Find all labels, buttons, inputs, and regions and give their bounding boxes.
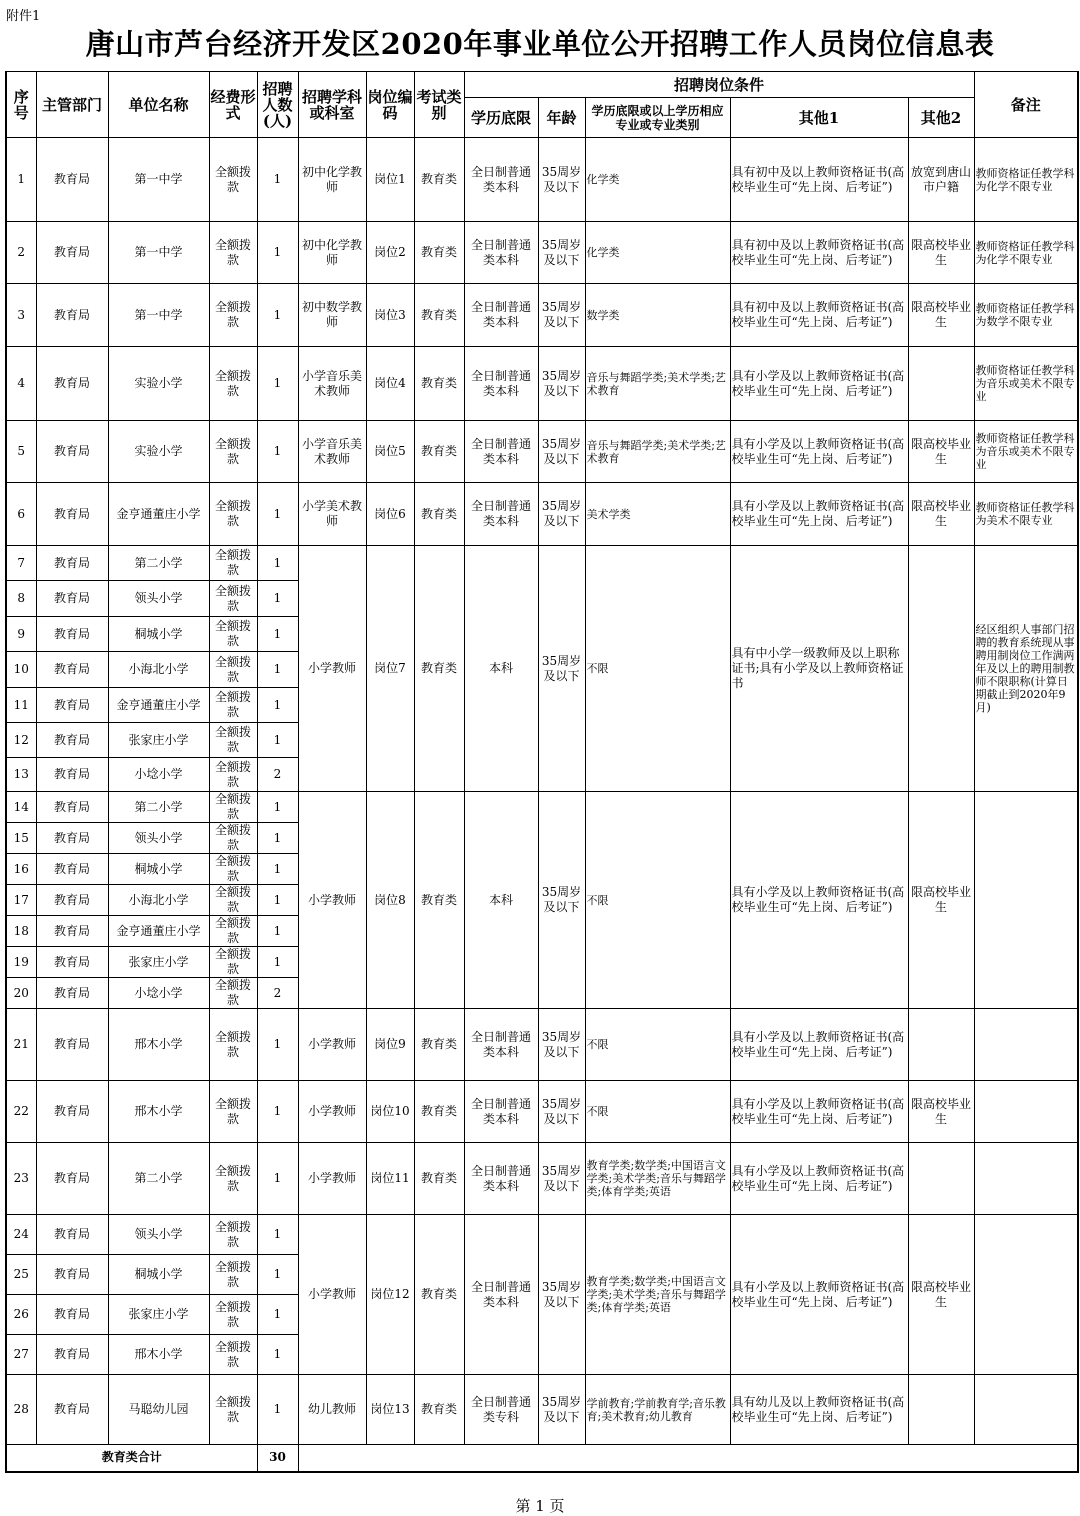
- row-fee: 全额拨款: [209, 1255, 257, 1295]
- row-count: 1: [257, 1335, 298, 1375]
- post-exam-type: 教育类: [414, 546, 464, 792]
- post-age: 35周岁及以下: [538, 1375, 585, 1445]
- post-remark: [974, 1215, 1078, 1375]
- row-dept: 教育局: [36, 1081, 108, 1143]
- post-age: 35周岁及以下: [538, 792, 585, 1009]
- row-count: 1: [257, 947, 298, 978]
- row-dept: 教育局: [36, 885, 108, 916]
- header-major: 学历底限或以上学历相应专业或专业类别: [585, 98, 730, 138]
- post-exam-type: 教育类: [414, 1215, 464, 1375]
- row-seq: 8: [6, 581, 36, 617]
- post-major: 不限: [585, 546, 730, 792]
- header-subject: 招聘学科或科室: [298, 72, 366, 138]
- row-unit: 桐城小学: [108, 854, 209, 885]
- row-unit: 张家庄小学: [108, 947, 209, 978]
- row-fee: 全额拨款: [209, 1081, 257, 1143]
- post-education: 全日制普通类本科: [464, 1009, 538, 1081]
- post-exam-type: 教育类: [414, 138, 464, 222]
- post-other1: 具有小学及以上教师资格证书(高校毕业生可“先上岗、后考证”): [730, 421, 908, 483]
- post-age: 35周岁及以下: [538, 1143, 585, 1215]
- row-fee: 全额拨款: [209, 222, 257, 284]
- post-subject: 小学教师: [298, 1143, 366, 1215]
- row-seq: 27: [6, 1335, 36, 1375]
- row-dept: 教育局: [36, 1335, 108, 1375]
- post-exam-type: 教育类: [414, 1081, 464, 1143]
- row-fee: 全额拨款: [209, 1009, 257, 1081]
- post-other1: 具有小学及以上教师资格证书(高校毕业生可“先上岗、后考证”): [730, 792, 908, 1009]
- row-fee: 全额拨款: [209, 347, 257, 421]
- post-remark: 教师资格证任教学科为美术不限专业: [974, 483, 1078, 546]
- post-other2: 限高校毕业生: [908, 284, 974, 347]
- header-post-code: 岗位编码: [366, 72, 414, 138]
- post-major: 音乐与舞蹈学类;美术学类;艺术教育: [585, 421, 730, 483]
- row-dept: 教育局: [36, 916, 108, 947]
- row-unit: 领头小学: [108, 823, 209, 854]
- row-seq: 13: [6, 758, 36, 792]
- row-seq: 23: [6, 1143, 36, 1215]
- row-seq: 11: [6, 688, 36, 723]
- post-education: 全日制普通类本科: [464, 1081, 538, 1143]
- post-remark: 教师资格证任教学科为化学不限专业: [974, 138, 1078, 222]
- post-age: 35周岁及以下: [538, 138, 585, 222]
- row-unit: 邢木小学: [108, 1009, 209, 1081]
- post-other2: 限高校毕业生: [908, 421, 974, 483]
- post-exam-type: 教育类: [414, 222, 464, 284]
- post-other2: [908, 1375, 974, 1445]
- post-major: 不限: [585, 1081, 730, 1143]
- row-count: 1: [257, 222, 298, 284]
- row-fee: 全额拨款: [209, 916, 257, 947]
- post-code: 岗位11: [366, 1143, 414, 1215]
- row-unit: 小海北小学: [108, 885, 209, 916]
- row-unit: 第二小学: [108, 1143, 209, 1215]
- row-unit: 第一中学: [108, 284, 209, 347]
- row-unit: 桐城小学: [108, 617, 209, 652]
- post-age: 35周岁及以下: [538, 222, 585, 284]
- post-education: 本科: [464, 792, 538, 1009]
- position-table: [5, 71, 1079, 1473]
- post-other2: 限高校毕业生: [908, 1215, 974, 1375]
- row-fee: 全额拨款: [209, 483, 257, 546]
- post-other1: 具有小学及以上教师资格证书(高校毕业生可“先上岗、后考证”): [730, 347, 908, 421]
- row-count: 1: [257, 1081, 298, 1143]
- post-code: 岗位6: [366, 483, 414, 546]
- post-major: 教育学类;数学类;中国语言文学类;美术学类;音乐与舞蹈学类;体育学类;英语: [585, 1215, 730, 1375]
- post-other2: [908, 1143, 974, 1215]
- row-fee: 全额拨款: [209, 885, 257, 916]
- post-remark: [974, 1081, 1078, 1143]
- row-dept: 教育局: [36, 792, 108, 823]
- post-other2: 放宽到唐山市户籍: [908, 138, 974, 222]
- row-seq: 19: [6, 947, 36, 978]
- table-row: [6, 222, 1078, 284]
- row-dept: 教育局: [36, 758, 108, 792]
- post-other1: 具有小学及以上教师资格证书(高校毕业生可“先上岗、后考证”): [730, 1143, 908, 1215]
- row-fee: 全额拨款: [209, 421, 257, 483]
- post-major: 音乐与舞蹈学类;美术学类;艺术教育: [585, 347, 730, 421]
- post-remark: [974, 792, 1078, 1009]
- row-dept: 教育局: [36, 652, 108, 688]
- row-dept: 教育局: [36, 347, 108, 421]
- post-code: 岗位13: [366, 1375, 414, 1445]
- row-count: 1: [257, 792, 298, 823]
- row-seq: 3: [6, 284, 36, 347]
- row-unit: 桐城小学: [108, 1255, 209, 1295]
- row-dept: 教育局: [36, 546, 108, 581]
- row-seq: 14: [6, 792, 36, 823]
- post-exam-type: 教育类: [414, 792, 464, 1009]
- table-row: [6, 1375, 1078, 1445]
- row-dept: 教育局: [36, 1143, 108, 1215]
- row-fee: 全额拨款: [209, 581, 257, 617]
- row-count: 1: [257, 347, 298, 421]
- post-other1: 具有小学及以上教师资格证书(高校毕业生可“先上岗、后考证”): [730, 483, 908, 546]
- row-unit: 小埝小学: [108, 978, 209, 1009]
- row-unit: 第二小学: [108, 546, 209, 581]
- post-remark: 教师资格证任教学科为音乐或美术不限专业: [974, 347, 1078, 421]
- post-other1: 具有初中及以上教师资格证书(高校毕业生可“先上岗、后考证”): [730, 138, 908, 222]
- post-other1: 具有小学及以上教师资格证书(高校毕业生可“先上岗、后考证”): [730, 1009, 908, 1081]
- row-fee: 全额拨款: [209, 723, 257, 758]
- row-unit: 马聪幼儿园: [108, 1375, 209, 1445]
- row-count: 1: [257, 1215, 298, 1255]
- row-unit: 张家庄小学: [108, 723, 209, 758]
- row-unit: 邢木小学: [108, 1081, 209, 1143]
- total-label: 教育类合计: [6, 1445, 257, 1472]
- total-count: 30: [257, 1445, 298, 1472]
- row-seq: 28: [6, 1375, 36, 1445]
- row-count: 1: [257, 546, 298, 581]
- row-count: 1: [257, 885, 298, 916]
- row-seq: 20: [6, 978, 36, 1009]
- post-other2: 限高校毕业生: [908, 483, 974, 546]
- post-education: 全日制普通类本科: [464, 138, 538, 222]
- post-subject: 幼儿教师: [298, 1375, 366, 1445]
- total-empty: [298, 1445, 1078, 1472]
- post-education: 本科: [464, 546, 538, 792]
- row-dept: 教育局: [36, 222, 108, 284]
- row-count: 1: [257, 1009, 298, 1081]
- row-seq: 2: [6, 222, 36, 284]
- row-dept: 教育局: [36, 854, 108, 885]
- table-row: [6, 347, 1078, 421]
- row-seq: 17: [6, 885, 36, 916]
- row-unit: 张家庄小学: [108, 1295, 209, 1335]
- table-row: [6, 284, 1078, 347]
- post-subject: 小学教师: [298, 1009, 366, 1081]
- post-subject: 小学美术教师: [298, 483, 366, 546]
- header-remark: 备注: [974, 72, 1078, 138]
- row-count: 1: [257, 723, 298, 758]
- row-dept: 教育局: [36, 823, 108, 854]
- table-row: [6, 1009, 1078, 1081]
- header-seq: 序号: [6, 72, 36, 138]
- post-code: 岗位7: [366, 546, 414, 792]
- post-major: 美术学类: [585, 483, 730, 546]
- row-seq: 24: [6, 1215, 36, 1255]
- post-major: 学前教育;学前教育学;音乐教育;美术教育;幼儿教育: [585, 1375, 730, 1445]
- row-seq: 7: [6, 546, 36, 581]
- row-fee: 全额拨款: [209, 1335, 257, 1375]
- row-fee: 全额拨款: [209, 546, 257, 581]
- post-subject: 小学教师: [298, 792, 366, 1009]
- post-major: 化学类: [585, 138, 730, 222]
- row-fee: 全额拨款: [209, 652, 257, 688]
- post-education: 全日制普通类本科: [464, 483, 538, 546]
- row-seq: 22: [6, 1081, 36, 1143]
- post-major: 教育学类;数学类;中国语言文学类;美术学类;音乐与舞蹈学类;体育学类;英语: [585, 1143, 730, 1215]
- post-code: 岗位2: [366, 222, 414, 284]
- row-count: 1: [257, 581, 298, 617]
- post-exam-type: 教育类: [414, 347, 464, 421]
- row-seq: 9: [6, 617, 36, 652]
- post-other2: 限高校毕业生: [908, 1081, 974, 1143]
- post-age: 35周岁及以下: [538, 421, 585, 483]
- row-seq: 5: [6, 421, 36, 483]
- table-row: [6, 546, 1078, 581]
- post-other2: 限高校毕业生: [908, 222, 974, 284]
- row-seq: 16: [6, 854, 36, 885]
- post-major: 化学类: [585, 222, 730, 284]
- row-dept: 教育局: [36, 284, 108, 347]
- post-other2: [908, 1009, 974, 1081]
- post-other1: 具有初中及以上教师资格证书(高校毕业生可“先上岗、后考证”): [730, 284, 908, 347]
- post-remark: [974, 1009, 1078, 1081]
- row-unit: 第二小学: [108, 792, 209, 823]
- post-code: 岗位8: [366, 792, 414, 1009]
- row-count: 2: [257, 758, 298, 792]
- post-major: 不限: [585, 1009, 730, 1081]
- post-code: 岗位5: [366, 421, 414, 483]
- post-subject: 初中化学教师: [298, 222, 366, 284]
- post-other1: 具有小学及以上教师资格证书(高校毕业生可“先上岗、后考证”): [730, 1081, 908, 1143]
- post-subject: 小学教师: [298, 546, 366, 792]
- row-dept: 教育局: [36, 978, 108, 1009]
- row-seq: 1: [6, 138, 36, 222]
- row-fee: 全额拨款: [209, 823, 257, 854]
- row-count: 1: [257, 138, 298, 222]
- row-count: 1: [257, 823, 298, 854]
- row-unit: 金亨通董庄小学: [108, 483, 209, 546]
- post-age: 35周岁及以下: [538, 483, 585, 546]
- row-count: 1: [257, 1375, 298, 1445]
- post-exam-type: 教育类: [414, 1375, 464, 1445]
- row-unit: 邢木小学: [108, 1335, 209, 1375]
- row-unit: 金亨通董庄小学: [108, 916, 209, 947]
- row-seq: 21: [6, 1009, 36, 1081]
- row-dept: 教育局: [36, 947, 108, 978]
- post-other1: 具有幼儿及以上教师资格证书(高校毕业生可“先上岗、后考证”): [730, 1375, 908, 1445]
- row-count: 1: [257, 854, 298, 885]
- row-fee: 全额拨款: [209, 758, 257, 792]
- row-unit: 第一中学: [108, 138, 209, 222]
- row-count: 1: [257, 1295, 298, 1335]
- row-count: 1: [257, 688, 298, 723]
- post-subject: 初中数学教师: [298, 284, 366, 347]
- post-age: 35周岁及以下: [538, 1009, 585, 1081]
- table-row: [6, 1143, 1078, 1215]
- post-subject: 初中化学教师: [298, 138, 366, 222]
- table-row: [6, 1081, 1078, 1143]
- table-row: [6, 138, 1078, 222]
- row-seq: 26: [6, 1295, 36, 1335]
- row-count: 1: [257, 421, 298, 483]
- row-unit: 领头小学: [108, 1215, 209, 1255]
- row-count: 1: [257, 617, 298, 652]
- post-exam-type: 教育类: [414, 483, 464, 546]
- row-dept: 教育局: [36, 1215, 108, 1255]
- post-other1: 具有中小学一级教师及以上职称证书;具有小学及以上教师资格证书: [730, 546, 908, 792]
- row-count: 1: [257, 1255, 298, 1295]
- post-code: 岗位3: [366, 284, 414, 347]
- post-major: 数学类: [585, 284, 730, 347]
- row-fee: 全额拨款: [209, 1215, 257, 1255]
- post-exam-type: 教育类: [414, 421, 464, 483]
- row-dept: 教育局: [36, 723, 108, 758]
- row-seq: 12: [6, 723, 36, 758]
- post-education: 全日制普通类本科: [464, 1143, 538, 1215]
- post-other2: 限高校毕业生: [908, 792, 974, 1009]
- post-age: 35周岁及以下: [538, 284, 585, 347]
- post-other1: 具有小学及以上教师资格证书(高校毕业生可“先上岗、后考证”): [730, 1215, 908, 1375]
- row-fee: 全额拨款: [209, 284, 257, 347]
- row-seq: 6: [6, 483, 36, 546]
- post-remark: 教师资格证任教学科为数学不限专业: [974, 284, 1078, 347]
- row-fee: 全额拨款: [209, 854, 257, 885]
- row-seq: 18: [6, 916, 36, 947]
- post-remark: [974, 1143, 1078, 1215]
- post-code: 岗位4: [366, 347, 414, 421]
- row-count: 1: [257, 1143, 298, 1215]
- header-exam-type: 考试类别: [414, 72, 464, 138]
- total-row: [6, 1445, 1078, 1472]
- row-dept: 教育局: [36, 421, 108, 483]
- post-subject: 小学教师: [298, 1215, 366, 1375]
- post-other2: [908, 347, 974, 421]
- row-dept: 教育局: [36, 688, 108, 723]
- row-dept: 教育局: [36, 1375, 108, 1445]
- post-remark: 教师资格证任教学科为音乐或美术不限专业: [974, 421, 1078, 483]
- row-count: 1: [257, 916, 298, 947]
- post-other2: [908, 546, 974, 792]
- row-fee: 全额拨款: [209, 688, 257, 723]
- header-count: 招聘人数(人): [257, 72, 298, 138]
- header-conditions: 招聘岗位条件: [464, 72, 974, 98]
- row-dept: 教育局: [36, 138, 108, 222]
- row-dept: 教育局: [36, 581, 108, 617]
- post-education: 全日制普通类本科: [464, 1215, 538, 1375]
- post-education: 全日制普通类本科: [464, 347, 538, 421]
- page-title: 唐山市芦台经济开发区2020年事业单位公开招聘工作人员岗位信息表: [85, 27, 995, 61]
- row-dept: 教育局: [36, 617, 108, 652]
- post-age: 35周岁及以下: [538, 347, 585, 421]
- row-fee: 全额拨款: [209, 138, 257, 222]
- header-education: 学历底限: [464, 98, 538, 138]
- post-education: 全日制普通类本科: [464, 222, 538, 284]
- row-unit: 金亨通董庄小学: [108, 688, 209, 723]
- row-unit: 实验小学: [108, 347, 209, 421]
- post-exam-type: 教育类: [414, 284, 464, 347]
- post-education: 全日制普通类专科: [464, 1375, 538, 1445]
- row-dept: 教育局: [36, 483, 108, 546]
- row-seq: 25: [6, 1255, 36, 1295]
- row-seq: 4: [6, 347, 36, 421]
- row-fee: 全额拨款: [209, 978, 257, 1009]
- post-subject: 小学教师: [298, 1081, 366, 1143]
- table-row: [6, 483, 1078, 546]
- row-dept: 教育局: [36, 1295, 108, 1335]
- row-count: 1: [257, 284, 298, 347]
- post-remark: 教师资格证任教学科为化学不限专业: [974, 222, 1078, 284]
- row-unit: 小海北小学: [108, 652, 209, 688]
- header-other1: 其他1: [730, 98, 908, 138]
- row-unit: 领头小学: [108, 581, 209, 617]
- header-dept: 主管部门: [36, 72, 108, 138]
- row-fee: 全额拨款: [209, 1295, 257, 1335]
- post-education: 全日制普通类本科: [464, 284, 538, 347]
- row-fee: 全额拨款: [209, 1143, 257, 1215]
- row-dept: 教育局: [36, 1009, 108, 1081]
- table-row: [6, 792, 1078, 823]
- post-major: 不限: [585, 792, 730, 1009]
- page-number: 第 1 页: [515, 1497, 565, 1515]
- row-fee: 全额拨款: [209, 792, 257, 823]
- post-remark: 经区组织人事部门招聘的教育系统现从事聘用制岗位工作满两年及以上的聘用制教师不限职称(计算日期截止到2020年9月): [974, 546, 1078, 792]
- row-seq: 15: [6, 823, 36, 854]
- row-count: 2: [257, 978, 298, 1009]
- post-code: 岗位9: [366, 1009, 414, 1081]
- row-unit: 第一中学: [108, 222, 209, 284]
- post-exam-type: 教育类: [414, 1009, 464, 1081]
- header-age: 年龄: [538, 98, 585, 138]
- post-education: 全日制普通类本科: [464, 421, 538, 483]
- header-unit: 单位名称: [108, 72, 209, 138]
- post-exam-type: 教育类: [414, 1143, 464, 1215]
- post-subject: 小学音乐美术教师: [298, 421, 366, 483]
- row-fee: 全额拨款: [209, 617, 257, 652]
- post-age: 35周岁及以下: [538, 1081, 585, 1143]
- post-age: 35周岁及以下: [538, 1215, 585, 1375]
- post-other1: 具有初中及以上教师资格证书(高校毕业生可“先上岗、后考证”): [730, 222, 908, 284]
- row-unit: 小埝小学: [108, 758, 209, 792]
- post-code: 岗位10: [366, 1081, 414, 1143]
- post-age: 35周岁及以下: [538, 546, 585, 792]
- row-dept: 教育局: [36, 1255, 108, 1295]
- post-subject: 小学音乐美术教师: [298, 347, 366, 421]
- attachment-label: 附件1: [6, 9, 41, 24]
- header-fee: 经费形式: [209, 72, 257, 138]
- row-seq: 10: [6, 652, 36, 688]
- table-row: [6, 421, 1078, 483]
- header-other2: 其他2: [908, 98, 974, 138]
- table-row: [6, 1215, 1078, 1255]
- row-count: 1: [257, 483, 298, 546]
- row-unit: 实验小学: [108, 421, 209, 483]
- post-code: 岗位12: [366, 1215, 414, 1375]
- row-fee: 全额拨款: [209, 947, 257, 978]
- post-remark: [974, 1375, 1078, 1445]
- post-code: 岗位1: [366, 138, 414, 222]
- row-count: 1: [257, 652, 298, 688]
- row-fee: 全额拨款: [209, 1375, 257, 1445]
